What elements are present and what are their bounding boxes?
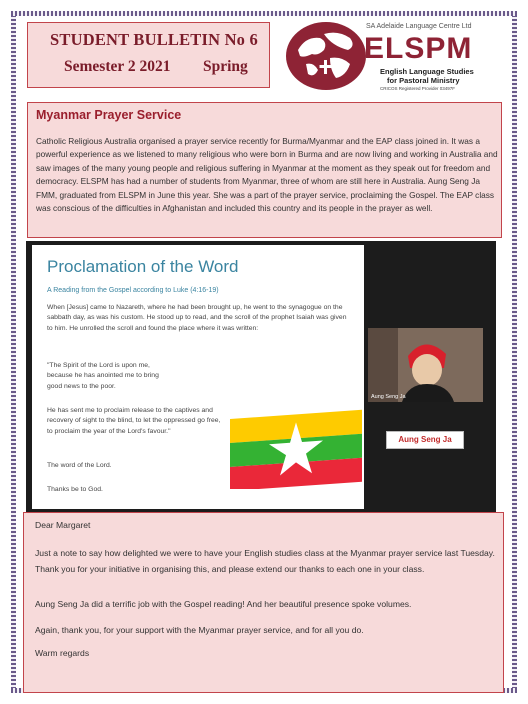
article-title: Myanmar Prayer Service — [36, 108, 182, 122]
speaker-portrait-icon — [368, 328, 483, 402]
speaker-video-thumbnail — [368, 328, 483, 402]
slide-paragraph: He has sent me to proclaim release to the captives and recovery of sight to the blind, to let the oppressed go free, to proclaim the year of the Lord's favour." — [47, 407, 221, 435]
prayer-service-article — [27, 102, 502, 238]
slide-paragraph: Thanks be to God. — [47, 486, 103, 493]
letter-greeting: Dear Margaret — [35, 520, 91, 530]
letter-paragraph: Again, thank you, for your support with the Myanmar prayer service, and for all you do. — [35, 625, 364, 635]
slide-subheading: A Reading from the Gospel according to Luke (4:16-19) — [47, 287, 219, 294]
letter-closing: Warm regards — [35, 648, 90, 658]
letter-paragraph: Aung Seng Ja did a terrific job with the Gospel reading! And her beautiful presence spoke volumes. — [35, 599, 412, 609]
logo-organisation: SA Adelaide Language Centre Ltd — [366, 23, 472, 30]
thank-you-letter — [23, 512, 504, 693]
gospel-slide-image — [26, 241, 496, 513]
slide-paragraph: The word of the Lord. — [47, 462, 112, 469]
letter-paragraph: Just a note to say how delighted we were to have your English studies class at the Myanmar prayer service last Tuesday. Thank you for your initiative in organising this, and please extend our thanks to each one in your class. — [35, 548, 495, 574]
slide-paragraph: When [Jesus] came to Nazareth, where he had been brought up, he went to the synagogue on the sabbath day, as was his custom. He stood up to read, and the scroll of the prophet Isaiah was given to him. He unrolled the scroll and found the place where it was written: — [47, 304, 347, 332]
bulletin-semester: Semester 2 2021 — [64, 58, 171, 75]
video-name-label: Aung Seng Ja — [371, 394, 406, 400]
bulletin-title: STUDENT BULLETIN No 6 — [50, 30, 258, 49]
elspm-logo — [284, 20, 510, 92]
bulletin-season: Spring — [203, 58, 248, 75]
slide-panel — [32, 245, 364, 509]
logo-subtitle-2: for Pastoral Ministry — [387, 76, 460, 85]
article-body: Catholic Religious Australia organised a prayer service recently for Burma/Myanmar and the EAP class joined in. It was a powerful experience as we listened to many religious who were born in Burma and are now living and working in Australia and saw images of the many young people and religious suffering in Myanmar at the moment as they speak out for freedom and democracy. ELSPM has had a number of students from Myanmar, three of whom are still here in Australia. Aung Seng Ja FMM, graduated from ELSPM in June this year. She was a part of the prayer service, proclaiming the Gospel. The EAP class was conscious of the difficulties in Afghanistan and included this country and its people in the prayer as well. — [36, 136, 498, 214]
myanmar-flag-icon — [230, 407, 362, 489]
logo-subtitle-1: English Language Studies — [380, 67, 474, 76]
logo-cricos: CRICOS Registered Provider 03497F — [380, 86, 456, 91]
slide-heading: Proclamation of the Word — [47, 257, 239, 276]
logo-brand: ELSPM — [364, 32, 473, 65]
slide-paragraph: "The Spirit of the Lord is upon me, because he has anointed me to bring good news to the poor. — [47, 362, 159, 390]
globe-icon — [284, 20, 368, 92]
bulletin-title-box — [27, 22, 270, 88]
speaker-caption: Aung Seng Ja — [386, 431, 464, 449]
